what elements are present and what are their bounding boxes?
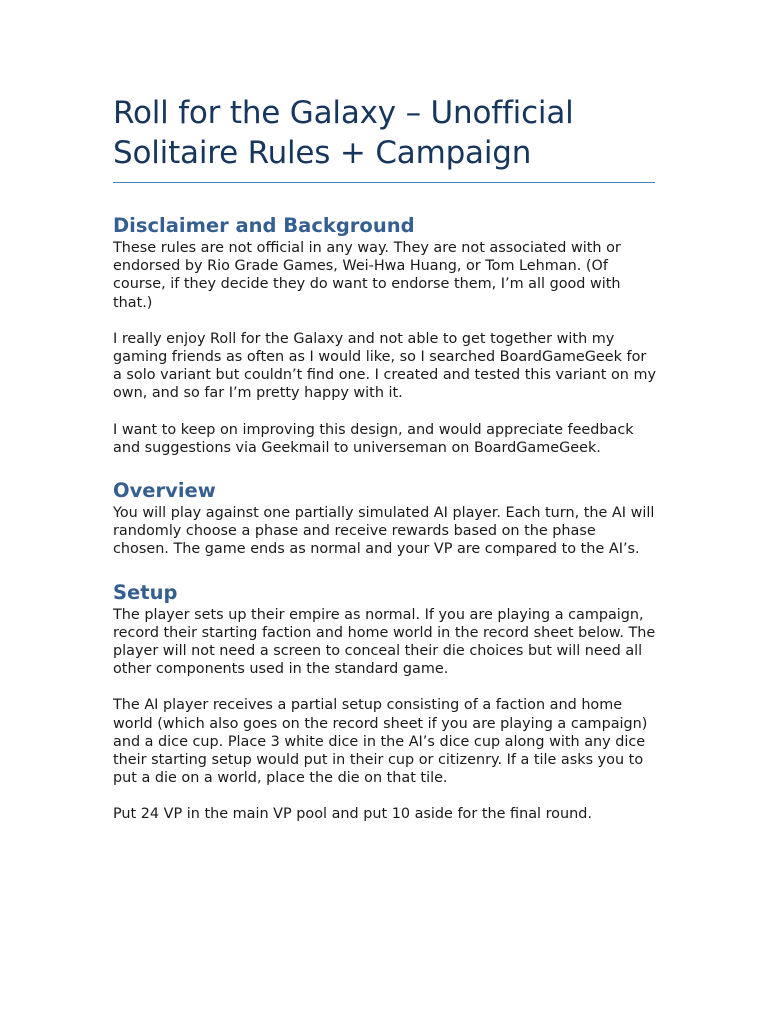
document-body [113, 93, 656, 824]
section-setup [113, 580, 656, 824]
setup-paragraph-1: The player sets up their empire as normal. If you are playing a campaign, record their starting faction and home world in the record sheet below. The player will not need a screen to conceal their die choices but will need all other components used in the standard game. [113, 606, 656, 678]
title-underline-rule [113, 182, 655, 183]
disclaimer-paragraph-2: I really enjoy Roll for the Galaxy and not able to get together with my gaming friends as often as I would like, so I searched BoardGameGeek for a solo variant but couldn’t find one. I created and tested this variant on my own, and so far I’m pretty happy with it. [113, 330, 656, 402]
section-heading-setup: Setup [113, 580, 178, 604]
title-line-1: Roll for the Galaxy – Unofficial [113, 95, 574, 131]
setup-paragraph-2: The AI player receives a partial setup consisting of a faction and home world (which also goes on the record sheet if you are playing a campaign) and a dice cup. Place 3 white dice in the AI’s dice cup along with any dice their starting setup would put in their cup or citizenry. If a tile asks you to put a die on a world, place the die on that tile. [113, 697, 648, 787]
section-disclaimer [113, 213, 656, 457]
overview-paragraph-1: You will play against one partially simulated AI player. Each turn, the AI will randomly choose a phase and receive rewards based on the phase chosen. The game ends as normal and your VP are compared to the AI’s. [113, 505, 655, 558]
section-heading-overview: Overview [113, 479, 216, 503]
title-line-2: Solitaire Rules + Campaign [113, 135, 532, 171]
section-overview [113, 478, 656, 559]
document-title [113, 93, 656, 173]
disclaimer-paragraph-1: These rules are not official in any way. They are not associated with or endorsed by Rio Grade Games, Wei-Hwa Huang, or Tom Lehman. (Of course, if they decide they do want to endorse them, I’m all good with that.) [113, 240, 621, 311]
disclaimer-paragraph-3: I want to keep on improving this design, and would appreciate feedback and suggestions via Geekmail to universeman on BoardGameGeek. [113, 421, 634, 456]
setup-paragraph-3: Put 24 VP in the main VP pool and put 10 aside for the final round. [113, 806, 592, 823]
section-heading-disclaimer: Disclaimer and Background [113, 214, 415, 237]
